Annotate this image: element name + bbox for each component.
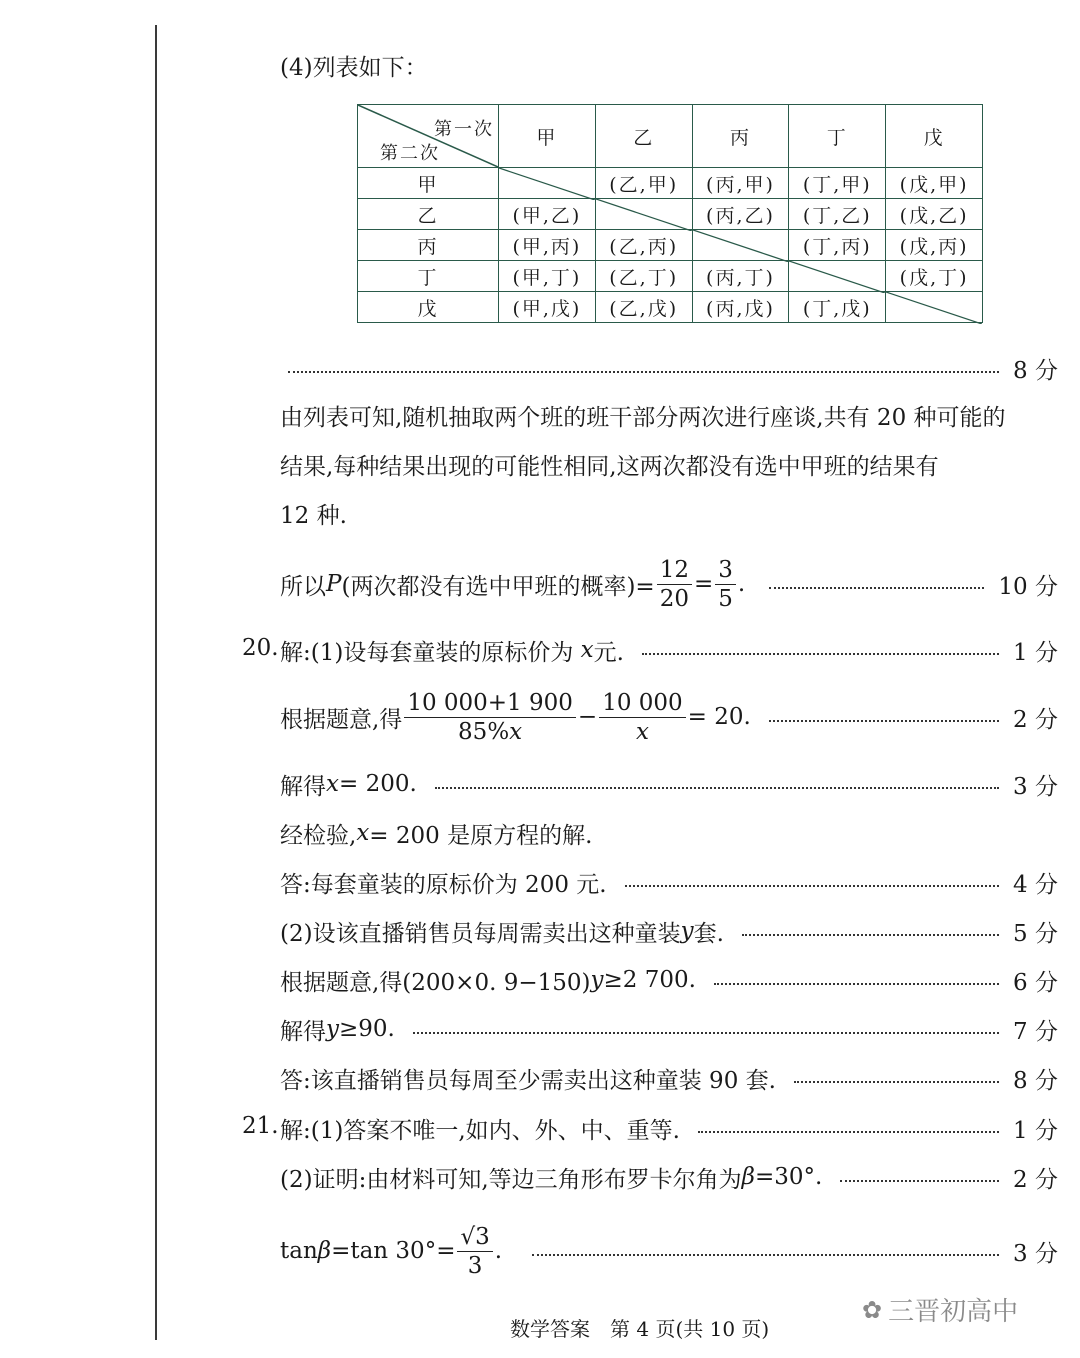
probability-line: 所以 P (两次都没有选中甲班的概率)= $\frac{12}{20}$ = $\frac{3}{5}$ . 10 分 — [280, 556, 1058, 612]
score-label: 3 分 — [1013, 773, 1058, 800]
leader-dots — [413, 1032, 999, 1034]
score-line-8 — [288, 351, 1058, 385]
row-header: 戊 — [358, 292, 499, 323]
wechat-icon: ✿ — [862, 1295, 883, 1324]
fraction: $\frac{10 000}{x}$ — [599, 689, 685, 746]
q20-line: (2)设该直播销售员每周需卖出这种童装 y 套. 5 分 — [280, 914, 1058, 948]
fraction: $\frac{10 000+1 900}{85\%x}$ — [404, 689, 576, 746]
leader-dots — [794, 1081, 999, 1083]
diagonal-cell — [499, 168, 596, 199]
leader-dots — [769, 587, 984, 589]
question-number: 21. — [242, 1113, 279, 1139]
table-row — [358, 199, 983, 230]
table-cell: (丁,甲) — [789, 168, 886, 199]
leader-dots — [288, 371, 999, 373]
table-cell: (丙,乙) — [692, 199, 789, 230]
diagonal-cell — [595, 199, 692, 230]
table-cell: (丙,丁) — [692, 261, 789, 292]
table-cell: (乙,丙) — [595, 230, 692, 261]
table-cell: (甲,丁) — [499, 261, 596, 292]
q21-line: 解:(1)答案不唯一,如内、外、中、重等. 1 分 — [280, 1111, 1058, 1145]
leader-dots — [840, 1180, 999, 1182]
leader-dots — [698, 1131, 999, 1133]
diagonal-cell — [789, 261, 886, 292]
col-header: 丙 — [692, 105, 789, 168]
fraction: $\frac{3}{5}$ — [715, 556, 736, 613]
table-cell: (戊,丁) — [886, 261, 983, 292]
table-cell: (甲,戊) — [499, 292, 596, 323]
table-row — [358, 261, 983, 292]
row-header: 丙 — [358, 230, 499, 261]
table-corner-cell — [358, 105, 499, 168]
col-header: 丁 — [789, 105, 886, 168]
table-cell: (丁,丙) — [789, 230, 886, 261]
leader-dots — [435, 787, 999, 789]
score-label: 7 分 — [1013, 1018, 1058, 1045]
watermark: ✿ 三晋初高中 — [862, 1295, 1019, 1327]
table-cell: (丁,戊) — [789, 292, 886, 323]
part4-heading: (4)列表如下： — [280, 55, 428, 81]
row-header: 乙 — [358, 199, 499, 230]
q20-line: 解得 y ≥90. 7 分 — [280, 1012, 1058, 1046]
page-footer: 数学答案 第 4 页(共 10 页) — [510, 1317, 770, 1341]
score-label: 2 分 — [1013, 1166, 1058, 1193]
table-cell: (乙,戊) — [595, 292, 692, 323]
score-label: 1 分 — [1013, 639, 1058, 666]
q20-line: 解:(1)设每套童装的原标价为 x 元. 1 分 — [280, 633, 1058, 667]
row-header: 丁 — [358, 261, 499, 292]
table-row — [358, 168, 983, 199]
leader-dots — [742, 934, 999, 936]
score-label: 6 分 — [1013, 969, 1058, 996]
paragraph-line: 由列表可知,随机抽取两个班的班干部分两次进行座谈,共有 20 种可能的 — [280, 405, 1006, 431]
table-row — [358, 230, 983, 261]
q20-line: 答:每套童装的原标价为 200 元. 4 分 — [280, 865, 1058, 899]
table-cell: (戊,丙) — [886, 230, 983, 261]
row-header: 甲 — [358, 168, 499, 199]
col-header: 甲 — [499, 105, 596, 168]
table-row — [358, 292, 983, 323]
score-label: 8 分 — [1013, 357, 1058, 384]
table-cell: (丙,戊) — [692, 292, 789, 323]
outcome-table — [357, 104, 983, 323]
leader-dots — [769, 720, 999, 722]
margin-line — [155, 25, 157, 1340]
q20-line: 经检验, x = 200 是原方程的解. — [280, 820, 593, 849]
score-label: 2 分 — [1013, 706, 1058, 733]
leader-dots — [642, 653, 999, 655]
table-cell: (甲,丙) — [499, 230, 596, 261]
table-cell: (甲,乙) — [499, 199, 596, 230]
table-cell: (乙,丁) — [595, 261, 692, 292]
question-number: 20. — [242, 635, 279, 661]
fraction: $\frac{12}{20}$ — [657, 556, 692, 613]
prob-symbol: P — [326, 571, 342, 597]
score-label: 3 分 — [1013, 1240, 1058, 1267]
q21-line: (2)证明:由材料可知,等边三角形布罗卡尔角为 β =30°. 2 分 — [280, 1160, 1058, 1194]
score-label: 10 分 — [998, 573, 1058, 600]
col-header: 乙 — [595, 105, 692, 168]
score-label: 1 分 — [1013, 1117, 1058, 1144]
table-cell: (丙,甲) — [692, 168, 789, 199]
q20-equation-line: 根据题意,得 $\frac{10 000+1 900}{85\%x}$ − $\frac{10 000}{x}$ = 20. 2 分 — [280, 689, 1058, 745]
leader-dots — [714, 983, 999, 985]
col-header: 戊 — [886, 105, 983, 168]
leader-dots — [625, 885, 999, 887]
corner-top-label: 第一次 — [434, 119, 494, 140]
corner-bottom-label: 第二次 — [380, 143, 440, 164]
prob-lead: 所以 — [280, 573, 326, 600]
score-label: 4 分 — [1013, 871, 1058, 898]
fraction: $\frac{√3}{3}$ — [457, 1223, 492, 1280]
prob-event: (两次都没有选中甲班的概率)= — [341, 573, 655, 600]
table-cell: (乙,甲) — [595, 168, 692, 199]
q20-line: 根据题意,得(200×0. 9−150) y ≥2 700. 6 分 — [280, 963, 1058, 997]
score-label: 5 分 — [1013, 920, 1058, 947]
q20-line: 解得 x = 200. 3 分 — [280, 767, 1058, 801]
table-cell: (戊,甲) — [886, 168, 983, 199]
q20-line: 答:该直播销售员每周至少需卖出这种童装 90 套. 8 分 — [280, 1061, 1058, 1095]
paragraph-line: 结果,每种结果出现的可能性相同,这两次都没有选中甲班的结果有 — [280, 454, 939, 480]
table-cell: (戊,乙) — [886, 199, 983, 230]
paragraph-line: 12 种. — [280, 503, 347, 529]
leader-dots — [532, 1254, 999, 1256]
table-cell: (丁,乙) — [789, 199, 886, 230]
score-label: 8 分 — [1013, 1067, 1058, 1094]
diagonal-cell — [886, 292, 983, 323]
q21-line: tan β =tan 30°= $\frac{√3}{3}$ . 3 分 — [280, 1223, 1058, 1279]
diagonal-cell — [692, 230, 789, 261]
